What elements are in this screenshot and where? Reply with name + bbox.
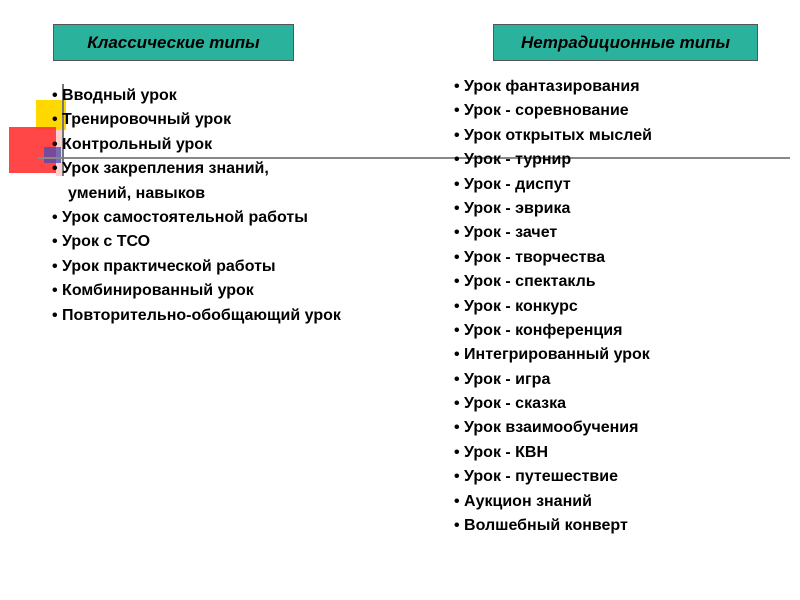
nontraditional-types-list (454, 75, 652, 538)
list-item: • Урок - сказка (454, 395, 567, 413)
list-item: • Урок - игра (454, 370, 551, 388)
list-item: • Контрольный урок (52, 135, 213, 153)
list-item: • Урок взаимообучения (454, 419, 639, 437)
list-item: • Аукцион знаний (454, 492, 592, 510)
list-item: • Урок - конференция (454, 321, 623, 339)
list-item: • Урок - зачет (454, 224, 558, 242)
list-item: • Волшебный конверт (454, 517, 628, 535)
list-item: • Урок открытых мыслей (454, 126, 652, 144)
list-item: • Урок с ТСО (52, 233, 151, 251)
list-item: • Урок - КВН (454, 443, 549, 461)
list-item: • Урок фантазирования (454, 78, 640, 95)
list-item: • Урок - конкурс (454, 297, 578, 315)
list-item: • Вводный урок (52, 87, 177, 104)
nontraditional-types-header: Нетрадиционные типы (493, 24, 758, 61)
list-item: • Тренировочный урок (52, 111, 232, 129)
list-item: • Урок практической работы (52, 257, 276, 275)
list-item: • Интегрированный урок (454, 346, 650, 364)
list-item: • Урок - соревнование (454, 102, 629, 120)
list-item: • Повторительно-обобщающий урок (52, 306, 341, 324)
list-item-continuation: умений, навыков (68, 184, 206, 202)
list-item: • Урок - спектакль (454, 273, 596, 291)
list-item: • Урок - эврика (454, 199, 571, 217)
list-item: • Урок - диспут (454, 175, 571, 193)
list-item: • Урок - путешествие (454, 468, 618, 486)
list-item: • Урок - творчества (454, 248, 606, 266)
list-item: • Урок самостоятельной работы (52, 208, 308, 226)
list-item: • Урок - турнир (454, 151, 572, 169)
classic-types-list (52, 84, 341, 328)
list-item: • Урок закрепления знаний, (52, 160, 269, 178)
list-item: • Комбинированный урок (52, 282, 254, 300)
classic-types-header: Классические типы (53, 24, 294, 61)
